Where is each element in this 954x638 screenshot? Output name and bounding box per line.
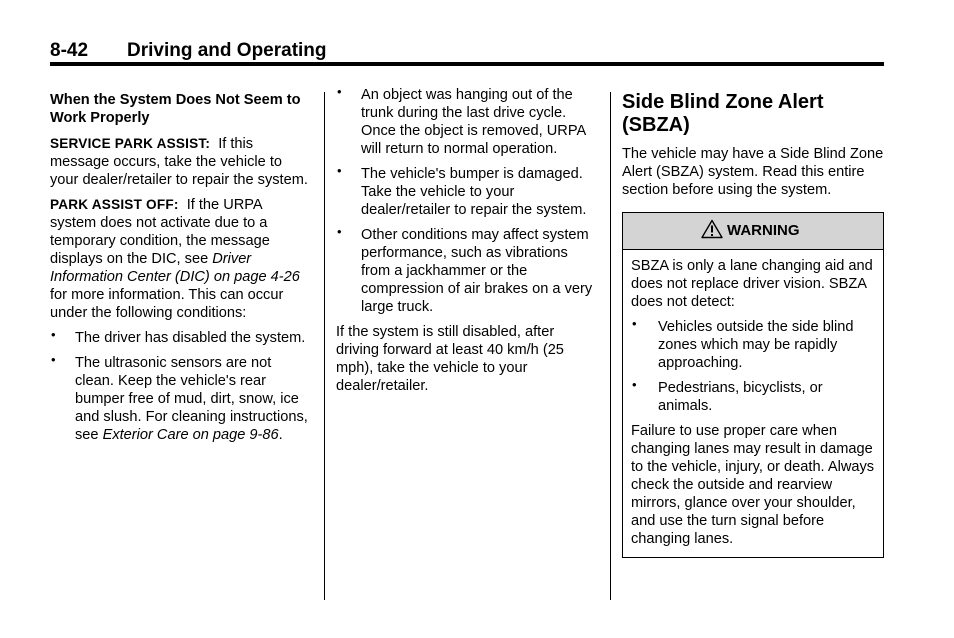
list-item — [336, 226, 598, 316]
list-item-text: The driver has disabled the system. — [75, 330, 306, 346]
warning-box — [622, 212, 884, 558]
conditions-list-continued — [336, 86, 598, 316]
cross-reference-link[interactable]: Exterior Care on page 9-86 — [102, 427, 279, 443]
list-item-text: . — [278, 427, 283, 443]
conditions-list — [50, 329, 310, 444]
list-item — [336, 86, 598, 158]
column-2 — [336, 86, 598, 402]
paragraph-service-park-assist — [50, 135, 310, 189]
bullet-icon: • — [337, 224, 342, 239]
paragraph-text: If this message occurs, take the vehicle to your dealer/retailer to repair the system. — [50, 136, 308, 188]
column-1 — [50, 91, 310, 451]
list-item — [631, 379, 875, 415]
list-item — [50, 329, 310, 347]
bullet-icon: • — [632, 377, 637, 392]
cross-reference-link[interactable]: Driver Information Center (DIC) on page 4-26 — [50, 251, 300, 285]
chapter-title: Driving and Operating — [127, 40, 327, 61]
list-item-text: The vehicle's bumper is damaged. Take the vehicle to your dealer/retailer to repair the system. — [361, 166, 587, 218]
column-3 — [622, 91, 884, 558]
section-heading: When the System Does Not Seem to Work Properly — [50, 92, 301, 126]
warning-list — [631, 318, 875, 415]
warning-body — [623, 250, 883, 557]
list-item — [336, 165, 598, 219]
warning-label: WARNING — [727, 222, 800, 239]
paragraph-park-assist-off — [50, 196, 310, 322]
list-item — [631, 318, 875, 372]
warning-header — [623, 213, 883, 250]
warning-intro: SBZA is only a lane changing aid and does not replace driver vision. SBZA does not detect: — [631, 258, 873, 310]
list-item-text: Pedestrians, bicyclists, or animals. — [658, 380, 823, 414]
closing-paragraph: If the system is still disabled, after driving forward at least 40 km/h (25 mph), take the vehicle to your dealer/retailer. — [336, 324, 564, 394]
intro-paragraph: The vehicle may have a Side Blind Zone Alert (SBZA) system. Read this entire section before using the system. — [622, 146, 884, 198]
bullet-icon: • — [337, 163, 342, 178]
header-rule — [50, 62, 884, 66]
list-item-text: Vehicles outside the side blind zones which may be rapidly approaching. — [658, 319, 854, 371]
list-item-text: Other conditions may affect system performance, such as vibrations from a jackhammer or the compression of air brakes on a very large truck. — [361, 227, 593, 315]
warning-triangle-icon — [701, 219, 723, 244]
page-header — [50, 38, 884, 66]
bullet-icon: • — [337, 84, 342, 99]
section-title: Side Blind Zone Alert (SBZA) — [622, 91, 824, 136]
page-number: 8-42 — [50, 40, 89, 61]
column-divider — [324, 92, 325, 600]
warning-closing: Failure to use proper care when changing lanes may result in damage to the vehicle, injury, or death. Always check the outside and rearview mirrors, glance over your shoulder, and use the turn signal before changing lanes. — [631, 423, 875, 547]
bullet-icon: • — [51, 352, 56, 367]
list-item-text: An object was hanging out of the trunk during the last drive cycle. Once the object is removed, URPA will return to normal operation. — [361, 87, 586, 157]
column-divider — [610, 92, 611, 600]
paragraph-text: for more information. This can occur under the following conditions: — [50, 287, 284, 321]
message-label: PARK ASSIST OFF: — [50, 197, 179, 212]
list-item — [50, 354, 310, 444]
bullet-icon: • — [632, 316, 637, 331]
paragraph-text: If the URPA system does not activate due to a temporary condition, the message displays on the DIC, see — [50, 197, 270, 267]
bullet-icon: • — [51, 327, 56, 342]
message-label: SERVICE PARK ASSIST: — [50, 136, 211, 151]
list-item-text: The ultrasonic sensors are not clean. Keep the vehicle's rear bumper free of mud, dirt, snow, ice and slush. For cleaning instructions, see — [75, 355, 308, 443]
